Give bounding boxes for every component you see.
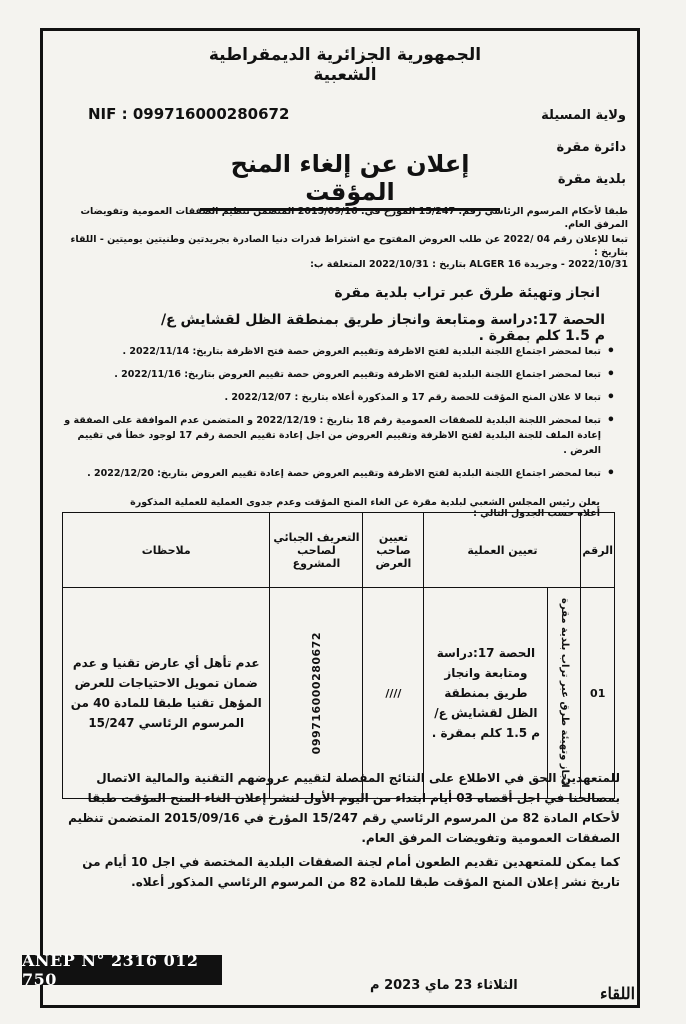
table-intro: يعلن رئيس المجلس الشعبي لبلدية مقرة عن الغاء المنح المؤقت وعدم جدوى العملية للعملية المذكورة أعلاه حسب الجدول التالي : bbox=[130, 497, 600, 519]
cell-num: 01 bbox=[581, 588, 615, 799]
daira: دائرة مقرة bbox=[556, 140, 626, 155]
preamble-line-1: طبقا لأحكام المرسوم الرئاسي رقم: 15/247 المؤرخ في: 2015/09/16 المتضمن تنظيم الصفقات العمومية وتفويضات المرفق العام. bbox=[80, 206, 628, 230]
col-header-notes: ملاحظات bbox=[63, 513, 270, 588]
preamble-line-3: 2022/10/31 - وجريدة ALGER 16 بتاريخ : 2022/10/31 المتعلقة ب: bbox=[310, 259, 628, 270]
col-header-tax-id: التعريف الجبائي لصاحب المشروع bbox=[270, 513, 363, 588]
bullet-list bbox=[55, 344, 615, 489]
page-title: إعلان عن إلغاء المنح المؤقت bbox=[200, 150, 500, 211]
country-name: الجمهورية الجزائرية الديمقراطية الشعبية bbox=[208, 45, 482, 85]
cell-tax-id bbox=[270, 588, 363, 799]
commune: بلدية مقرة bbox=[557, 172, 626, 187]
cell-bidder: //// bbox=[363, 588, 424, 799]
footer-paragraph-1: للمتعهدين الحق في الاطلاع على النتائج المفصلة لتقييم عروضهم التقنية والمالية الاتصال بمصالحنا في اجل أقصاه 03 أيام ابتداء من اليوم الأول لنشر إعلان الغاء المنح المؤقت طبقا لأحكام المادة 82 من المرسوم الرئاسي رقم 15/247 المؤرخ في 2015/09/16 المتضمن تنظيم الصفقات العمومية وتفويضات المرفق العام. bbox=[68, 771, 620, 845]
list-item: • تبعا لمحضر اجتماع اللجنة البلدية لفتح الاظرفة وتقييم العروض حصة تقييم العروض بتاريخ: 2022/11/16 . bbox=[55, 367, 615, 382]
list-item: • تبعا لمحضر اجتماع اللجنة البلدية لفتح الاظرفة وتقييم العروض حصة فتح الاظرفة بتاريخ: 2022/11/14 . bbox=[55, 344, 615, 359]
newspaper-logo: اللقاء bbox=[600, 984, 636, 1003]
col-header-bidder: تعيين صاحب العرض bbox=[363, 513, 424, 588]
cell-side-text: انجاز وتهيئة طرق عبر تراب بلدية مقرة bbox=[558, 598, 570, 788]
list-item: • تبعا لمحضر اللجنة البلدية للصفقات العمومية رقم 18 بتاريخ : 2022/12/19 و المتضمن عدم الموافقة على الصفقة و إعادة الملف للجنة البلدية لفتح الاظرفة وتقييم العروض من اجل إعادة تقييم الحصة رقم 17 لوجود خطأ في تقييم العرض . bbox=[55, 413, 615, 458]
cell-operation: الحصة 17:دراسة ومتابعة وانجاز طريق بمنطقة الظل لقشايش ع/ م 1.5 كلم بمقرة . bbox=[424, 588, 548, 799]
publication-date: الثلاثاء 23 ماي 2023 م bbox=[370, 978, 518, 993]
preamble-line-2: تبعا للإعلان رقم 04 /2022 عن طلب العروض المفتوح مع اشتراط قدرات دنيا الصادرة بجريدتين وطنيتين يوميتين - اللقاء بتاريخ : bbox=[70, 234, 628, 258]
table-header-row bbox=[63, 513, 615, 588]
anep-number: ANEP N° 2316 012 750 bbox=[22, 955, 222, 985]
lot-title: الحصة 17:دراسة ومتابعة وانجاز طريق بمنطقة الظل لقشايش ع/ م 1.5 كلم بمقرة . bbox=[160, 312, 605, 344]
footer-paragraph-2: كما يمكن للمتعهدين تقديم الطعون أمام لجنة الصفقات البلدية المختصة في اجل 10 أيام من تاريخ نشر إعلان المنح المؤقت طبقا للمادة 82 من المرسوم الرئاسي المذكور أعلاه. bbox=[82, 855, 620, 889]
project-title: انجاز وتهيئة طرق عبر تراب بلدية مقرة bbox=[334, 285, 600, 301]
list-item: • تبعا لمحضر اجتماع اللجنة البلدية لفتح الاظرفة وتقييم العروض حصة إعادة تقييم العروض بتاريخ: 2022/12/20 . bbox=[55, 466, 615, 481]
cell-tax-id-text: 099716000280672 bbox=[309, 631, 323, 755]
wilaya: ولاية المسيلة bbox=[541, 108, 626, 123]
list-item: • تبعا لا علان المنح المؤقت للحصة رقم 17 و المذكورة أعلاه بتاريخ : 2022/12/07 . bbox=[55, 390, 615, 405]
cell-side bbox=[548, 588, 581, 799]
cell-notes: عدم تأهل أي عارض تقنيا و عدم ضمان تمويل الاحتياجات للعرض المؤهل تقنيا طبقا للمادة 40 من المرسوم الرئاسي 15/247 bbox=[63, 588, 270, 799]
table-row bbox=[63, 588, 615, 799]
col-header-num: الرقم bbox=[581, 513, 615, 588]
col-header-operation: تعيين العملية bbox=[424, 513, 581, 588]
nif-label: NIF : 099716000280672 bbox=[88, 105, 290, 123]
operations-table bbox=[62, 512, 615, 799]
